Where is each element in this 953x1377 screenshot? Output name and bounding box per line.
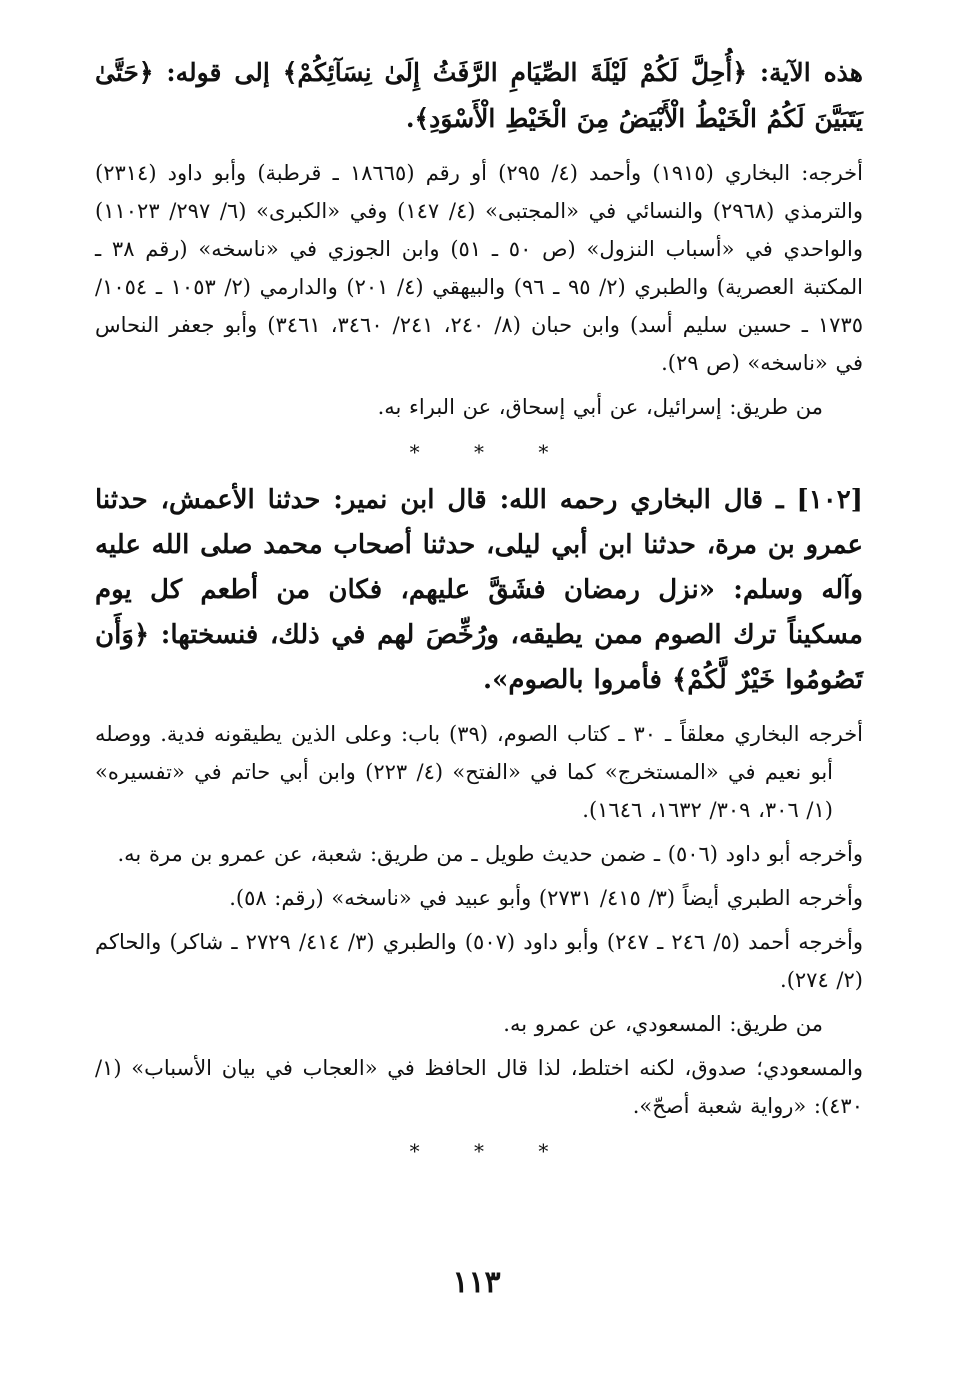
hadith-102 — [95, 478, 863, 703]
takhrij-2-p3: وأخرجه الطبري أيضاً (٣/ ٤١٥/ ٢٧٣١) وأبو عبيد في «ناسخه» (رقم: ٥٨). — [229, 886, 863, 910]
takhrij-sources: أخرجه: البخاري (١٩١٥) وأحمد (٤/ ٢٩٥) أو رقم (١٨٦٦٥ ـ قرطبة) وأبو داود (٢٣١٤) والترمذي (٢٩٦٨) والنسائي في «المجتبى» (٤/ ١٤٧) وفي «الكبرى» (٦/ ٢٩٧/ ١١٠٢٣) والواحدي في «أسباب النزول» (ص ٥٠ ـ ٥١) وابن الجوزي في «ناسخه» (رقم ٣٨ ـ المكتبة العصرية) والطبري (٢/ ٩٥ ـ ٩٦) والبيهقي (٤/ ٢٠١) والدارمي (٢/ ١٠٥٣ ـ ١٠٥٤/ ١٧٣٥ ـ حسين سليم أسد) وابن حبان (٨/ ٢٤٠، ٢٤١/ ٣٤٦٠، ٣٤٦١) وأبو جعفر النحاس في «ناسخه» (ص ٢٩). — [95, 161, 864, 375]
takhrij-route: من طريق: إسرائيل، عن أبي إسحاق، عن البراء به. — [377, 395, 823, 419]
intro-lead: هذه الآية: — [747, 58, 863, 87]
hadith-text-a: قال البخاري رحمه الله: قال ابن نمير: حدثنا الأعمش، حدثنا عمرو بن مرة، حدثنا ابن أبي ليلى، حدثنا أصحاب محمد صلى الله عليه وآله وسلم: «نزل رمضان فشَقَّ عليهم، فكان من أطعم كل يوم مسكيناً ترك الصوم ممن يطيقه، ورُخِّصَ لهم في ذلك، فنسختها: — [95, 485, 863, 650]
hadith-number: [١٠٢] ـ — [763, 485, 863, 515]
intro-middle: إلى قوله: — [153, 58, 283, 87]
quran-verse-3: ﴿وَأَن تَصُومُوا خَيْرٌ لَّكُمْ﴾ — [95, 620, 863, 695]
takhrij-2-p4: وأخرجه أحمد (٥/ ٢٤٦ ـ ٢٤٧) وأبو داود (٥٠٧) والطبري (٣/ ٤١٤/ ٢٧٢٩ ـ شاكر) والحاكم (٢/ ٢٧٤). — [95, 930, 863, 992]
section-separator-bottom: * * * — [409, 1139, 573, 1163]
quran-verse-2: ﴿حَتَّىٰ يَتَبَيَّنَ لَكُمُ الْخَيْطُ الْأَبْيَضُ مِنَ الْخَيْطِ الْأَسْوَدِ﴾ — [95, 58, 863, 133]
page-number: ١١٣ — [452, 1265, 501, 1300]
intro-end: . — [405, 104, 415, 133]
verse-intro-paragraph — [95, 50, 863, 142]
quran-verse-1: ﴿أُحِلَّ لَكُمْ لَيْلَةَ الصِّيَامِ الرَّفَثُ إِلَىٰ نِسَآئِكُمْ﴾ — [282, 58, 747, 87]
takhrij-2-p6: والمسعودي؛ صدوق، لكنه اختلط، لذا قال الحافظ في «العجاب في بيان الأسباب» (١/ ٤٣٠): «رواية شعبة أصحّ». — [95, 1056, 863, 1118]
section-separator: * * * — [409, 440, 573, 464]
takhrij-2-p1: أخرجه البخاري معلقاً ـ ٣٠ ـ كتاب الصوم، (٣٩) باب: وعلى الذين يطيقونه فدية. ووصله أبو نعيم في «المستخرج» كما في «الفتح» (٤/ ٢٢٣) وابن أبي حاتم في «تفسيره» (١/ ٣٠٦، ٣٠٩/ ١٦٣٢، ١٦٤٦). — [95, 722, 864, 822]
takhrij-2-p5: من طريق: المسعودي، عن عمرو به. — [503, 1012, 823, 1036]
takhrij-2-p2: وأخرجه أبو داود (٥٠٦) ـ ضمن حديث طويل ـ من طريق: شعبة، عن عمرو بن مرة به. — [117, 842, 863, 866]
hadith-text-b: فأمروا بالصوم». — [483, 665, 673, 695]
